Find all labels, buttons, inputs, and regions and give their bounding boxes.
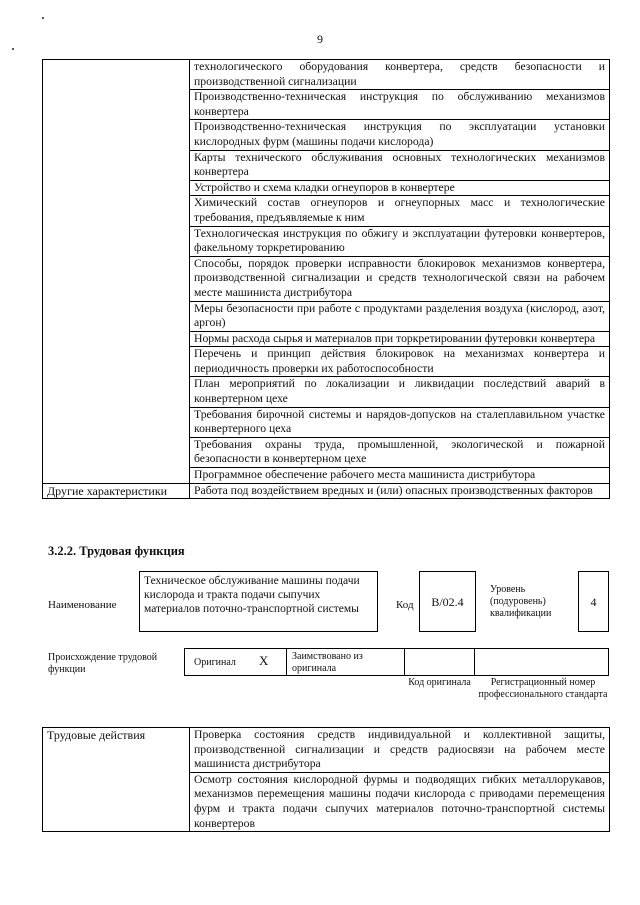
- table-cell: Нормы расхода сырья и материалов при торкретировании футеровки конвертера: [190, 331, 610, 347]
- table-label-cell: [43, 60, 190, 484]
- function-name-box: [139, 571, 378, 632]
- table-cell: Осмотр состояния кислородной фурмы и подводящих гибких металлорукавов, механизмов перемещения машины подачи кислорода с приводами перемещения фурм и тракта подачи сыпучих материалов поточно-транспортной системы конвертеров: [190, 772, 610, 831]
- table-row: [43, 728, 610, 773]
- table-cell: Требования бирочной системы и нарядов-допусков на сталеплавильном участке конвертерного цеха: [190, 407, 610, 437]
- origin-label: Происхождение трудовой функции: [48, 652, 158, 675]
- table-cell: Производственно-техническая инструкция по обслуживанию механизмов конвертера: [190, 90, 610, 120]
- table-row: [43, 60, 610, 90]
- original-mark: X: [259, 653, 269, 668]
- table-label-cell: Трудовые действия: [43, 728, 190, 832]
- table-cell: Требования охраны труда, промышленной, экологической и пожарной безопасности в конвертерном цехе: [190, 437, 610, 467]
- code-label: Код: [396, 599, 414, 611]
- table-cell: Перечень и принцип действия блокировок на механизмах конвертера и периодичность проверки их работоспособности: [190, 347, 610, 377]
- borrowed-label: Заимствовано из оригинала: [292, 651, 363, 674]
- function-name-value: Техническое обслуживание машины подачи кислорода и тракта подачи сыпучих материалов поточно-транспортной системы: [144, 575, 360, 615]
- labor-actions-table: [42, 727, 610, 832]
- level-value: 4: [590, 595, 597, 609]
- table-label-cell: Другие характеристики: [43, 483, 190, 499]
- page-number: 9: [317, 32, 323, 46]
- table-cell: Меры безопасности при работе с продуктами разделения воздуха (кислород, азот, аргон): [190, 301, 610, 331]
- table-cell: Технологическая инструкция по обжигу и эксплуатации футеровки конвертеров, факельному торкретированию: [190, 226, 610, 256]
- table-cell: Карты технического обслуживания основных технологических механизмов конвертера: [190, 150, 610, 180]
- scan-speck: [42, 17, 44, 19]
- table-cell: Химический состав огнеупоров и огнеупорных масс и технологические требования, предъявляемые к ним: [190, 196, 610, 226]
- name-label: Наименование: [48, 599, 117, 611]
- code-box: [419, 571, 476, 632]
- table-cell: технологического оборудования конвертера, средств безопасности и производственной сигнализации: [190, 60, 610, 90]
- table-cell: Программное обеспечение рабочего места машиниста дистрибутора: [190, 468, 610, 484]
- table-cell: Проверка состояния средств индивидуальной и коллективной защиты, производственной сигнализации и средств радиосвязи на рабочем месте машиниста дистрибутора: [190, 728, 610, 773]
- table-cell: Производственно-техническая инструкция по эксплуатации установки кислородных фурм (машины подачи кислорода): [190, 120, 610, 150]
- section-title: 3.2.2. Трудовая функция: [48, 544, 185, 558]
- origin-divider: [286, 648, 287, 676]
- scan-speck: [12, 48, 14, 50]
- code-value: B/02.4: [431, 595, 464, 609]
- level-label: Уровень (подуровень) квалификации: [490, 584, 552, 619]
- knowledge-table: [42, 59, 610, 499]
- origin-divider: [474, 648, 475, 676]
- table-cell: Способы, порядок проверки исправности блокировок механизмов конвертера, производственной сигнализации и средств технологической связи на рабочем месте машиниста дистрибутора: [190, 256, 610, 301]
- table-cell: План мероприятий по локализации и ликвидации последствий аварий в конвертерном цехе: [190, 377, 610, 407]
- labor-actions-table-body: [43, 728, 610, 832]
- table-cell: Устройство и схема кладки огнеупоров в конвертере: [190, 180, 610, 196]
- knowledge-table-body: [43, 60, 610, 499]
- table-cell: Работа под воздействием вредных и (или) опасных производственных факторов: [190, 483, 610, 499]
- code-original-label: Код оригинала: [408, 677, 471, 688]
- table-row: [43, 483, 610, 499]
- origin-divider: [404, 648, 405, 676]
- original-label: Оригинал: [194, 657, 236, 668]
- reg-number-label: Регистрационный номер профессионального стандарта: [478, 677, 608, 700]
- level-box: [578, 571, 609, 632]
